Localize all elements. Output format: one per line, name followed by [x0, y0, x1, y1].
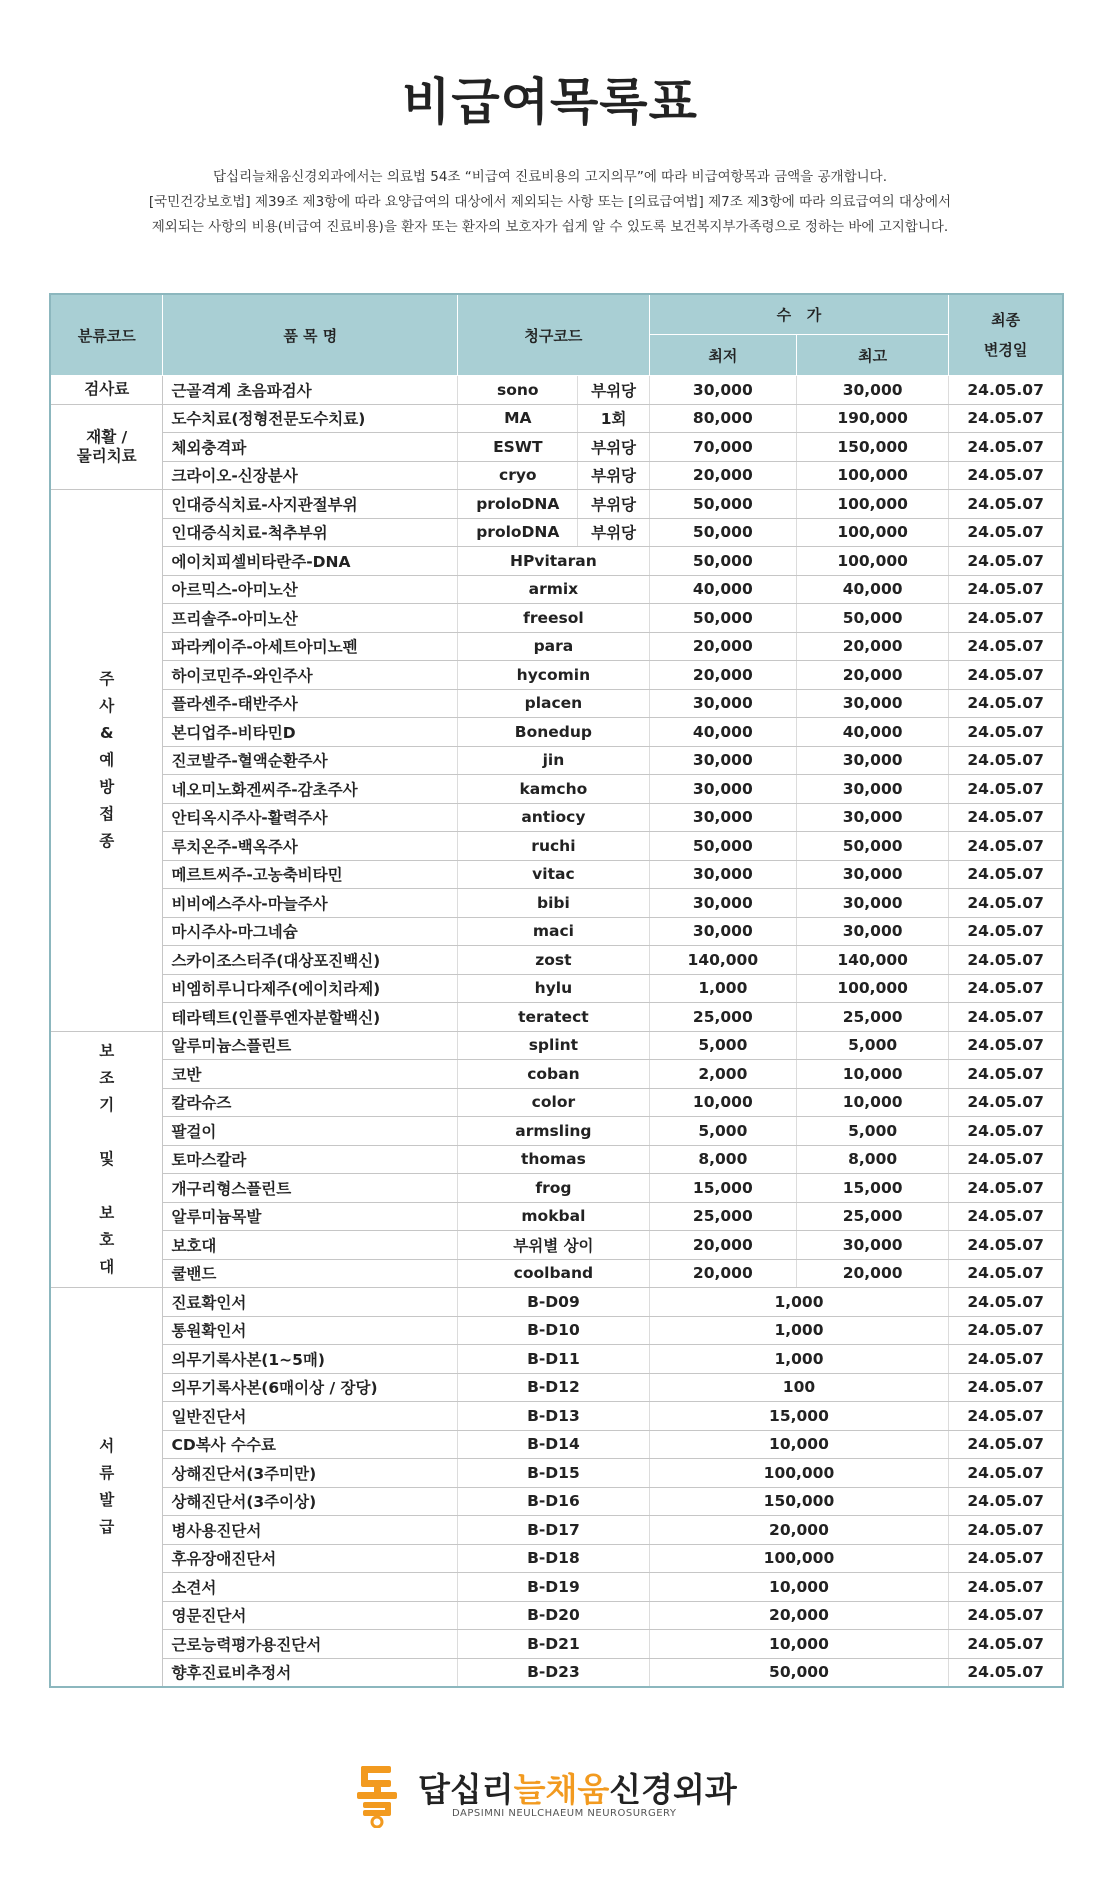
updated-date-cell: 24.05.07 [949, 889, 1063, 918]
table-row [50, 404, 1063, 433]
item-name-cell: 보호대 [163, 1231, 458, 1260]
min-price-cell: 20,000 [649, 632, 796, 661]
table-row [50, 1430, 1063, 1459]
table-row [50, 1231, 1063, 1260]
table-row [50, 1003, 1063, 1032]
table-row [50, 1345, 1063, 1374]
item-name-cell: 칼라슈즈 [163, 1088, 458, 1117]
min-price-cell: 25,000 [649, 1202, 796, 1231]
table-row [50, 1174, 1063, 1203]
min-price-cell: 30,000 [649, 689, 796, 718]
max-price-cell: 20,000 [797, 632, 949, 661]
updated-date-cell: 24.05.07 [949, 1516, 1063, 1545]
billing-code-cell: antiocy [458, 803, 650, 832]
min-price-cell: 8,000 [649, 1145, 796, 1174]
max-price-cell: 20,000 [797, 1259, 949, 1288]
updated-date-cell: 24.05.07 [949, 974, 1063, 1003]
table-row [50, 1658, 1063, 1687]
category-cell: 서 류 발 급 [50, 1288, 163, 1688]
max-price-cell: 30,000 [797, 917, 949, 946]
max-price-cell: 40,000 [797, 718, 949, 747]
table-row [50, 775, 1063, 804]
intro-line: 답십리늘채움신경외과에서는 의료법 54조 “비급여 진료비용의 고지의무”에 따라 비급여항목과 금액을 공개합니다. [213, 169, 887, 185]
min-price-cell: 30,000 [649, 917, 796, 946]
updated-date-cell: 24.05.07 [949, 860, 1063, 889]
item-name-cell: 통원확인서 [163, 1316, 458, 1345]
billing-code-cell: coolband [458, 1259, 650, 1288]
max-price-cell: 8,000 [797, 1145, 949, 1174]
billing-code-cell: hylu [458, 974, 650, 1003]
item-name-cell: 스카이조스터주(대상포진백신) [163, 946, 458, 975]
max-price-cell: 100,000 [797, 461, 949, 490]
table-row [50, 1459, 1063, 1488]
max-price-cell: 100,000 [797, 490, 949, 519]
header-min: 최저 [649, 335, 796, 376]
billing-code-cell: para [458, 632, 650, 661]
updated-date-cell: 24.05.07 [949, 803, 1063, 832]
item-name-cell: 하이코민주-와인주사 [163, 661, 458, 690]
item-name-cell: 메르트씨주-고농축비타민 [163, 860, 458, 889]
billing-code-cell: Bonedup [458, 718, 650, 747]
billing-code-cell: sono [458, 376, 578, 405]
unit-cell: 1회 [578, 404, 649, 433]
item-name-cell: 토마스칼라 [163, 1145, 458, 1174]
table-row [50, 1516, 1063, 1545]
updated-date-cell: 24.05.07 [949, 1373, 1063, 1402]
unit-cell: 부위당 [578, 461, 649, 490]
category-cell: 재활 / 물리치료 [50, 404, 163, 490]
item-name-cell: 인대증식치료-사지관절부위 [163, 490, 458, 519]
table-row [50, 1601, 1063, 1630]
intro-line: [국민건강보호법] 제39조 제3항에 따라 요양급여의 대상에서 제외되는 사항 또는 [의료급여법] 제7조 제3항에 따라 의료급여의 대상에서 [148, 194, 952, 210]
updated-date-cell: 24.05.07 [949, 518, 1063, 547]
price-cell: 10,000 [649, 1430, 949, 1459]
billing-code-cell: B-D15 [458, 1459, 650, 1488]
billing-code-cell: B-D23 [458, 1658, 650, 1687]
max-price-cell: 50,000 [797, 832, 949, 861]
table-row [50, 1544, 1063, 1573]
item-name-cell: 아르믹스-아미노산 [163, 575, 458, 604]
item-name-cell: 인대증식치료-척추부위 [163, 518, 458, 547]
updated-date-cell: 24.05.07 [949, 433, 1063, 462]
max-price-cell: 30,000 [797, 889, 949, 918]
billing-code-cell: coban [458, 1060, 650, 1089]
price-cell: 50,000 [649, 1658, 949, 1687]
table-row [50, 1316, 1063, 1345]
price-cell: 150,000 [649, 1487, 949, 1516]
billing-code-cell: cryo [458, 461, 578, 490]
billing-code-cell: B-D16 [458, 1487, 650, 1516]
item-name-cell: 후유장애진단서 [163, 1544, 458, 1573]
min-price-cell: 5,000 [649, 1031, 796, 1060]
table-row [50, 889, 1063, 918]
item-name-cell: 진코발주-혈액순환주사 [163, 746, 458, 775]
table-row [50, 1060, 1063, 1089]
min-price-cell: 10,000 [649, 1088, 796, 1117]
item-name-cell: 에이치피셀비타란주-DNA [163, 547, 458, 576]
table-row [50, 461, 1063, 490]
billing-code-cell: B-D13 [458, 1402, 650, 1431]
item-name-cell: 플라센주-태반주사 [163, 689, 458, 718]
price-cell: 100,000 [649, 1544, 949, 1573]
header-category: 분류코드 [50, 294, 163, 376]
updated-date-cell: 24.05.07 [949, 1231, 1063, 1260]
updated-date-cell: 24.05.07 [949, 1060, 1063, 1089]
max-price-cell: 40,000 [797, 575, 949, 604]
updated-date-cell: 24.05.07 [949, 490, 1063, 519]
updated-date-cell: 24.05.07 [949, 1288, 1063, 1317]
header-max: 최고 [797, 335, 949, 376]
table-row [50, 490, 1063, 519]
unit-cell: 부위당 [578, 518, 649, 547]
max-price-cell: 30,000 [797, 860, 949, 889]
billing-code-cell: 부위별 상이 [458, 1231, 650, 1260]
updated-date-cell: 24.05.07 [949, 1145, 1063, 1174]
updated-date-cell: 24.05.07 [949, 1402, 1063, 1431]
price-cell: 1,000 [649, 1288, 949, 1317]
item-name-cell: 일반진단서 [163, 1402, 458, 1431]
price-cell: 20,000 [649, 1601, 949, 1630]
billing-code-cell: bibi [458, 889, 650, 918]
hospital-english-name: DAPSIMNI NEULCHAEUM NEUROSURGERY [452, 1808, 677, 1819]
item-name-cell: 상해진단서(3주이상) [163, 1487, 458, 1516]
fee-table [49, 293, 1064, 1688]
billing-code-cell: kamcho [458, 775, 650, 804]
min-price-cell: 25,000 [649, 1003, 796, 1032]
table-row [50, 1031, 1063, 1060]
item-name-cell: 향후진료비추정서 [163, 1658, 458, 1687]
updated-date-cell: 24.05.07 [949, 461, 1063, 490]
table-row [50, 832, 1063, 861]
table-row [50, 746, 1063, 775]
table-row [50, 1373, 1063, 1402]
max-price-cell: 25,000 [797, 1003, 949, 1032]
updated-date-cell: 24.05.07 [949, 689, 1063, 718]
item-name-cell: 진료확인서 [163, 1288, 458, 1317]
table-row [50, 518, 1063, 547]
min-price-cell: 50,000 [649, 547, 796, 576]
hospital-logo-icon [355, 1762, 401, 1828]
max-price-cell: 15,000 [797, 1174, 949, 1203]
updated-date-cell: 24.05.07 [949, 547, 1063, 576]
table-row [50, 1288, 1063, 1317]
min-price-cell: 20,000 [649, 661, 796, 690]
max-price-cell: 30,000 [797, 376, 949, 405]
item-name-cell: 마시주사-마그네슘 [163, 917, 458, 946]
price-cell: 100,000 [649, 1459, 949, 1488]
updated-date-cell: 24.05.07 [949, 1003, 1063, 1032]
billing-code-cell: B-D19 [458, 1573, 650, 1602]
updated-date-cell: 24.05.07 [949, 1430, 1063, 1459]
table-row [50, 433, 1063, 462]
updated-date-cell: 24.05.07 [949, 604, 1063, 633]
min-price-cell: 80,000 [649, 404, 796, 433]
table-row [50, 803, 1063, 832]
item-name-cell: 루치온주-백옥주사 [163, 832, 458, 861]
item-name-cell: 영문진단서 [163, 1601, 458, 1630]
max-price-cell: 10,000 [797, 1060, 949, 1089]
billing-code-cell: thomas [458, 1145, 650, 1174]
updated-date-cell: 24.05.07 [949, 404, 1063, 433]
table-row [50, 974, 1063, 1003]
item-name-cell: 근로능력평가용진단서 [163, 1630, 458, 1659]
billing-code-cell: mokbal [458, 1202, 650, 1231]
updated-date-cell: 24.05.07 [949, 718, 1063, 747]
min-price-cell: 50,000 [649, 518, 796, 547]
table-row [50, 917, 1063, 946]
updated-date-cell: 24.05.07 [949, 1088, 1063, 1117]
table-row [50, 860, 1063, 889]
updated-date-cell: 24.05.07 [949, 1487, 1063, 1516]
header-code: 청구코드 [458, 294, 650, 376]
min-price-cell: 20,000 [649, 461, 796, 490]
table-row [50, 632, 1063, 661]
max-price-cell: 10,000 [797, 1088, 949, 1117]
max-price-cell: 100,000 [797, 974, 949, 1003]
min-price-cell: 20,000 [649, 1231, 796, 1260]
max-price-cell: 50,000 [797, 604, 949, 633]
header-updated: 최종 변경일 [949, 294, 1063, 376]
min-price-cell: 2,000 [649, 1060, 796, 1089]
item-name-cell: 소견서 [163, 1573, 458, 1602]
billing-code-cell: zost [458, 946, 650, 975]
price-cell: 1,000 [649, 1345, 949, 1374]
billing-code-cell: HPvitaran [458, 547, 650, 576]
max-price-cell: 5,000 [797, 1031, 949, 1060]
billing-code-cell: MA [458, 404, 578, 433]
min-price-cell: 30,000 [649, 889, 796, 918]
billing-code-cell: color [458, 1088, 650, 1117]
intro-notice [0, 165, 1100, 240]
billing-code-cell: B-D14 [458, 1430, 650, 1459]
item-name-cell: 팔걸이 [163, 1117, 458, 1146]
billing-code-cell: B-D12 [458, 1373, 650, 1402]
item-name-cell: 크라이오-신장분사 [163, 461, 458, 490]
min-price-cell: 5,000 [649, 1117, 796, 1146]
table-row [50, 689, 1063, 718]
item-name-cell: 파라케이주-아세트아미노펜 [163, 632, 458, 661]
table-row [50, 1259, 1063, 1288]
min-price-cell: 15,000 [649, 1174, 796, 1203]
min-price-cell: 140,000 [649, 946, 796, 975]
table-row [50, 1573, 1063, 1602]
billing-code-cell: B-D21 [458, 1630, 650, 1659]
hospital-name-accent: 늘채움 [513, 1770, 610, 1809]
fee-table-body [50, 376, 1063, 1688]
billing-code-cell: proloDNA [458, 490, 578, 519]
min-price-cell: 30,000 [649, 860, 796, 889]
billing-code-cell: ruchi [458, 832, 650, 861]
updated-date-cell: 24.05.07 [949, 1202, 1063, 1231]
price-cell: 20,000 [649, 1516, 949, 1545]
item-name-cell: 의무기록사본(1~5매) [163, 1345, 458, 1374]
item-name-cell: 코반 [163, 1060, 458, 1089]
item-name-cell: 안티옥시주사-활력주사 [163, 803, 458, 832]
table-row [50, 1202, 1063, 1231]
billing-code-cell: splint [458, 1031, 650, 1060]
item-name-cell: 근골격계 초음파검사 [163, 376, 458, 405]
max-price-cell: 5,000 [797, 1117, 949, 1146]
min-price-cell: 30,000 [649, 775, 796, 804]
min-price-cell: 50,000 [649, 490, 796, 519]
updated-date-cell: 24.05.07 [949, 1031, 1063, 1060]
category-cell: 보 조 기 및 보 호 대 [50, 1031, 163, 1288]
updated-date-cell: 24.05.07 [949, 1573, 1063, 1602]
item-name-cell: 본디업주-비타민D [163, 718, 458, 747]
item-name-cell: 프리솔주-아미노산 [163, 604, 458, 633]
table-row [50, 1630, 1063, 1659]
max-price-cell: 25,000 [797, 1202, 949, 1231]
max-price-cell: 20,000 [797, 661, 949, 690]
item-name-cell: 쿨밴드 [163, 1259, 458, 1288]
unit-cell: 부위당 [578, 433, 649, 462]
min-price-cell: 30,000 [649, 376, 796, 405]
billing-code-cell: ESWT [458, 433, 578, 462]
billing-code-cell: B-D11 [458, 1345, 650, 1374]
min-price-cell: 40,000 [649, 718, 796, 747]
billing-code-cell: armix [458, 575, 650, 604]
item-name-cell: 체외충격파 [163, 433, 458, 462]
updated-date-cell: 24.05.07 [949, 1544, 1063, 1573]
header-price: 수 가 [649, 294, 949, 335]
billing-code-cell: teratect [458, 1003, 650, 1032]
price-cell: 10,000 [649, 1573, 949, 1602]
updated-date-cell: 24.05.07 [949, 632, 1063, 661]
updated-date-cell: 24.05.07 [949, 376, 1063, 405]
billing-code-cell: freesol [458, 604, 650, 633]
billing-code-cell: vitac [458, 860, 650, 889]
billing-code-cell: frog [458, 1174, 650, 1203]
item-name-cell: 비비에스주사-마늘주사 [163, 889, 458, 918]
table-row [50, 604, 1063, 633]
updated-date-cell: 24.05.07 [949, 1630, 1063, 1659]
max-price-cell: 100,000 [797, 518, 949, 547]
updated-date-cell: 24.05.07 [949, 1117, 1063, 1146]
item-name-cell: CD복사 수수료 [163, 1430, 458, 1459]
table-row [50, 946, 1063, 975]
item-name-cell: 테라텍트(인플루엔자분할백신) [163, 1003, 458, 1032]
min-price-cell: 30,000 [649, 746, 796, 775]
updated-date-cell: 24.05.07 [949, 575, 1063, 604]
table-row [50, 376, 1063, 405]
unit-cell: 부위당 [578, 490, 649, 519]
table-row [50, 1145, 1063, 1174]
max-price-cell: 30,000 [797, 803, 949, 832]
price-cell: 1,000 [649, 1316, 949, 1345]
min-price-cell: 20,000 [649, 1259, 796, 1288]
price-cell: 10,000 [649, 1630, 949, 1659]
updated-date-cell: 24.05.07 [949, 832, 1063, 861]
billing-code-cell: B-D10 [458, 1316, 650, 1345]
billing-code-cell: B-D09 [458, 1288, 650, 1317]
updated-date-cell: 24.05.07 [949, 1459, 1063, 1488]
updated-date-cell: 24.05.07 [949, 1345, 1063, 1374]
table-row [50, 1402, 1063, 1431]
updated-date-cell: 24.05.07 [949, 661, 1063, 690]
item-name-cell: 알루미늄목발 [163, 1202, 458, 1231]
billing-code-cell: placen [458, 689, 650, 718]
header-item: 품 목 명 [163, 294, 458, 376]
max-price-cell: 140,000 [797, 946, 949, 975]
price-cell: 100 [649, 1373, 949, 1402]
billing-code-cell: jin [458, 746, 650, 775]
billing-code-cell: B-D17 [458, 1516, 650, 1545]
table-row [50, 661, 1063, 690]
updated-date-cell: 24.05.07 [949, 946, 1063, 975]
billing-code-cell: hycomin [458, 661, 650, 690]
item-name-cell: 비엠히루니다제주(에이치라제) [163, 974, 458, 1003]
billing-code-cell: maci [458, 917, 650, 946]
updated-date-cell: 24.05.07 [949, 1174, 1063, 1203]
item-name-cell: 알루미늄스플린트 [163, 1031, 458, 1060]
billing-code-cell: proloDNA [458, 518, 578, 547]
max-price-cell: 30,000 [797, 1231, 949, 1260]
item-name-cell: 네오미노화겐씨주-감초주사 [163, 775, 458, 804]
min-price-cell: 50,000 [649, 604, 796, 633]
updated-date-cell: 24.05.07 [949, 1658, 1063, 1687]
billing-code-cell: B-D20 [458, 1601, 650, 1630]
table-row [50, 718, 1063, 747]
updated-date-cell: 24.05.07 [949, 746, 1063, 775]
max-price-cell: 30,000 [797, 689, 949, 718]
max-price-cell: 30,000 [797, 775, 949, 804]
category-cell: 검사료 [50, 376, 163, 405]
table-row [50, 575, 1063, 604]
max-price-cell: 190,000 [797, 404, 949, 433]
table-row [50, 1487, 1063, 1516]
unit-cell: 부위당 [578, 376, 649, 405]
item-name-cell: 상해진단서(3주미만) [163, 1459, 458, 1488]
updated-date-cell: 24.05.07 [949, 775, 1063, 804]
intro-line: 제외되는 사항의 비용(비급여 진료비용)을 환자 또는 환자의 보호자가 쉽게 알 수 있도록 보건복지부가족령으로 정하는 바에 고지합니다. [151, 219, 949, 235]
min-price-cell: 40,000 [649, 575, 796, 604]
table-row [50, 1117, 1063, 1146]
footer-logo [0, 1762, 1100, 1832]
max-price-cell: 150,000 [797, 433, 949, 462]
hospital-name-prefix: 답십리 [418, 1770, 514, 1809]
table-row [50, 1088, 1063, 1117]
updated-date-cell: 24.05.07 [949, 1316, 1063, 1345]
item-name-cell: 의무기록사본(6매이상 / 장당) [163, 1373, 458, 1402]
page-title: 비급여목록표 [402, 73, 698, 131]
billing-code-cell: armsling [458, 1117, 650, 1146]
updated-date-cell: 24.05.07 [949, 1259, 1063, 1288]
updated-date-cell: 24.05.07 [949, 1601, 1063, 1630]
table-row [50, 547, 1063, 576]
price-cell: 15,000 [649, 1402, 949, 1431]
max-price-cell: 100,000 [797, 547, 949, 576]
max-price-cell: 30,000 [797, 746, 949, 775]
min-price-cell: 50,000 [649, 832, 796, 861]
item-name-cell: 도수치료(정형전문도수치료) [163, 404, 458, 433]
hospital-name [418, 1764, 737, 1811]
min-price-cell: 70,000 [649, 433, 796, 462]
hospital-name-suffix: 신경외과 [609, 1770, 737, 1809]
category-cell: 주 사 & 예 방 접 종 [50, 490, 163, 1032]
item-name-cell: 병사용진단서 [163, 1516, 458, 1545]
min-price-cell: 1,000 [649, 974, 796, 1003]
min-price-cell: 30,000 [649, 803, 796, 832]
billing-code-cell: B-D18 [458, 1544, 650, 1573]
item-name-cell: 개구리형스플린트 [163, 1174, 458, 1203]
updated-date-cell: 24.05.07 [949, 917, 1063, 946]
